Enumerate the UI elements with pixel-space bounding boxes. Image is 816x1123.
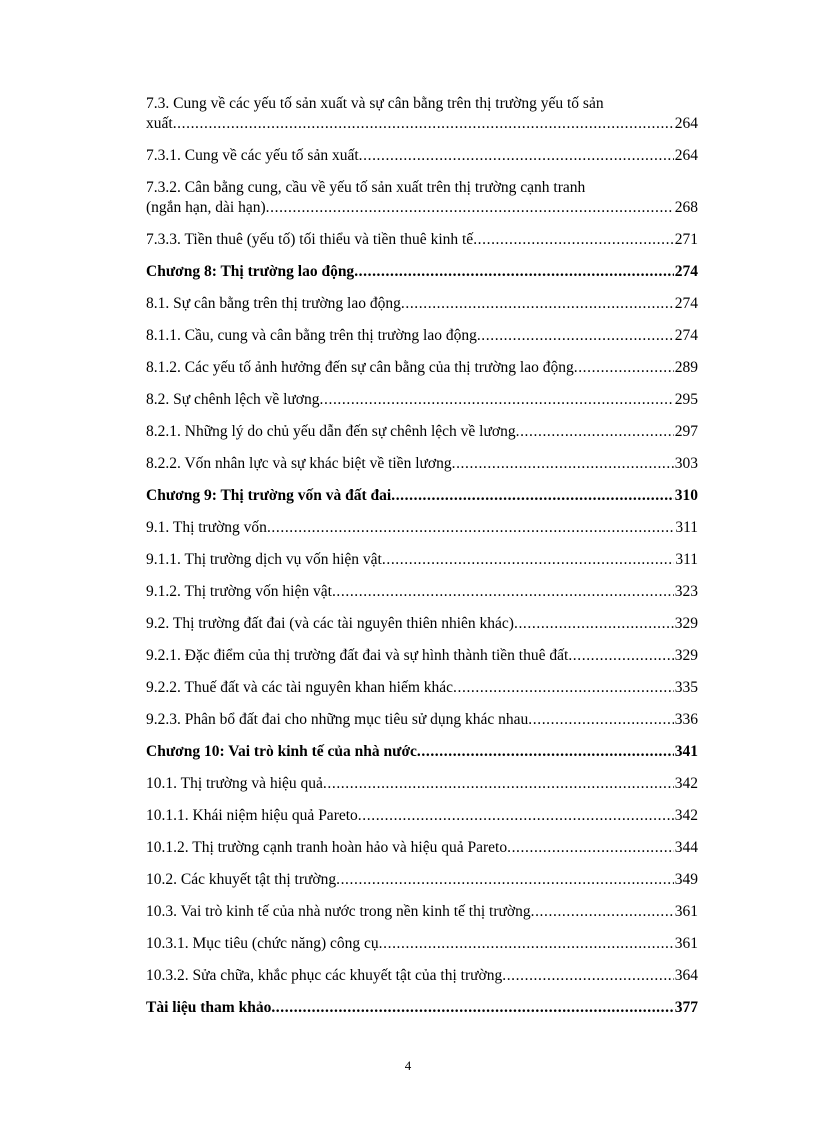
toc-page-number: 271 xyxy=(674,231,698,248)
toc-chapter-entry[interactable] xyxy=(146,998,698,1018)
toc-dot-leader xyxy=(516,422,674,442)
toc-entry-title: Chương 8: Thị trường lao động xyxy=(146,263,355,280)
toc-page-number: 274 xyxy=(674,295,698,312)
toc-entry[interactable] xyxy=(146,806,698,826)
toc-dot-leader xyxy=(574,358,674,378)
toc-entry-title-line1: 7.3. Cung về các yếu tố sản xuất và sự cân bằng trên thị trường yếu tố sản xyxy=(146,95,604,112)
toc-page-number: 297 xyxy=(674,423,698,440)
toc-page-number: 264 xyxy=(674,115,698,132)
toc-entry-title: 8.1. Sự cân bằng trên thị trường lao động xyxy=(146,295,401,312)
toc-page-number: 323 xyxy=(674,583,698,600)
toc-dot-leader xyxy=(502,966,674,986)
toc-page-number: 335 xyxy=(674,679,698,696)
toc-entry[interactable] xyxy=(146,358,698,378)
toc-entry-title: Chương 9: Thị trường vốn và đất đai xyxy=(146,487,392,504)
toc-entry[interactable] xyxy=(146,870,698,890)
toc-page-number: 264 xyxy=(674,147,698,164)
toc-entry-title: 8.1.1. Cầu, cung và cân bằng trên thị trường lao động xyxy=(146,327,477,344)
toc-chapter-entry[interactable] xyxy=(146,486,698,506)
toc-page-number: 377 xyxy=(674,999,698,1016)
toc-entry[interactable] xyxy=(146,230,698,250)
toc-dot-leader xyxy=(267,518,674,538)
toc-entry-title: Chương 10: Vai trò kinh tế của nhà nước xyxy=(146,743,417,760)
toc-dot-leader xyxy=(266,198,674,218)
toc-entry-title: 9.2.2. Thuế đất và các tài nguyên khan hiếm khác xyxy=(146,679,454,696)
toc-entry-title: 9.1.2. Thị trường vốn hiện vật xyxy=(146,583,332,600)
toc-entry[interactable] xyxy=(146,518,698,538)
toc-entry[interactable] xyxy=(146,934,698,954)
toc-entry-title: 8.2. Sự chênh lệch về lương xyxy=(146,391,320,408)
toc-dot-leader xyxy=(323,774,674,794)
toc-page-number: 336 xyxy=(674,711,698,728)
toc-entry-title: 9.1. Thị trường vốn xyxy=(146,519,267,536)
toc-entry[interactable] xyxy=(146,582,698,602)
toc-dot-leader xyxy=(173,114,674,134)
toc-entry-title: 7.3.1. Cung về các yếu tố sản xuất xyxy=(146,147,359,164)
toc-page-number: 361 xyxy=(674,903,698,920)
toc-dot-leader xyxy=(417,742,674,762)
toc-entry[interactable] xyxy=(146,838,698,858)
toc-dot-leader xyxy=(379,934,674,954)
toc-entry[interactable] xyxy=(146,966,698,986)
toc-dot-leader xyxy=(507,838,674,858)
toc-entry[interactable] xyxy=(146,774,698,794)
toc-entry-title: 9.2.1. Đặc điểm của thị trường đất đai và sự hình thành tiền thuê đất xyxy=(146,647,569,664)
toc-dot-leader xyxy=(477,326,674,346)
toc-entry-title-line1: 7.3.2. Cân bằng cung, cầu về yếu tố sản xuất trên thị trường cạnh tranh xyxy=(146,179,586,196)
toc-entry-title: 9.2.3. Phân bổ đất đai cho những mục tiêu sử dụng khác nhau xyxy=(146,711,529,728)
toc-page-number: 303 xyxy=(674,455,698,472)
toc-entry-title: 9.2. Thị trường đất đai (và các tài nguyên thiên nhiên khác) xyxy=(146,615,514,632)
toc-dot-leader xyxy=(452,454,674,474)
toc-entry-title: 10.3.2. Sửa chữa, khắc phục các khuyết tật của thị trường xyxy=(146,967,503,984)
toc-page-number: 342 xyxy=(674,775,698,792)
toc-page-number: 311 xyxy=(675,551,698,568)
toc-entry-title: xuất xyxy=(146,115,173,132)
toc-dot-leader xyxy=(359,146,674,166)
toc-dot-leader xyxy=(473,230,674,250)
toc-page-number: 268 xyxy=(674,199,698,216)
toc-page-number: 329 xyxy=(674,647,698,664)
toc-dot-leader xyxy=(531,902,674,922)
toc-entry[interactable] xyxy=(146,94,698,134)
toc-entry[interactable] xyxy=(146,422,698,442)
toc-dot-leader xyxy=(358,806,674,826)
toc-page-number: 342 xyxy=(674,807,698,824)
toc-chapter-entry[interactable] xyxy=(146,262,698,282)
toc-entry-title: 10.1.2. Thị trường cạnh tranh hoàn hảo và hiệu quả Pareto xyxy=(146,839,508,856)
toc-entry-title: 10.2. Các khuyết tật thị trường xyxy=(146,871,337,888)
toc-entry[interactable] xyxy=(146,646,698,666)
toc-entry[interactable] xyxy=(146,390,698,410)
toc-dot-leader xyxy=(271,998,673,1018)
toc-chapter-entry[interactable] xyxy=(146,742,698,762)
toc-entry[interactable] xyxy=(146,454,698,474)
toc-page-number: 329 xyxy=(674,615,698,632)
toc-entry[interactable] xyxy=(146,678,698,698)
toc-page-number: 349 xyxy=(674,871,698,888)
toc-dot-leader xyxy=(391,486,674,506)
toc-entry[interactable] xyxy=(146,326,698,346)
toc-entry-title: 7.3.3. Tiền thuê (yếu tố) tối thiểu và tiền thuê kinh tế xyxy=(146,231,474,248)
toc-entry-title: 10.1.1. Khái niệm hiệu quả Pareto xyxy=(146,807,358,824)
toc-page-number: 274 xyxy=(674,327,698,344)
toc-entry-title: 8.1.2. Các yếu tố ảnh hưởng đến sự cân bằng của thị trường lao động xyxy=(146,359,574,376)
toc-page-number: 344 xyxy=(674,839,698,856)
toc-dot-leader xyxy=(568,646,673,666)
toc-dot-leader xyxy=(514,614,674,634)
toc-dot-leader xyxy=(453,678,674,698)
toc-page-number: 274 xyxy=(674,263,698,280)
toc-page-number: 361 xyxy=(674,935,698,952)
toc-entry[interactable] xyxy=(146,550,698,570)
toc-entry[interactable] xyxy=(146,294,698,314)
toc-entry-title: 10.3. Vai trò kinh tế của nhà nước trong nền kinh tế thị trường xyxy=(146,903,531,920)
toc-entry-title: 9.1.1. Thị trường dịch vụ vốn hiện vật xyxy=(146,551,382,568)
toc-entry-title: 10.1. Thị trường và hiệu quả xyxy=(146,775,323,792)
toc-dot-leader xyxy=(528,710,673,730)
toc-page-number: 341 xyxy=(674,743,698,760)
toc-dot-leader xyxy=(320,390,674,410)
toc-page-number: 295 xyxy=(674,391,698,408)
toc-entry-title: (ngắn hạn, dài hạn) xyxy=(146,199,266,216)
toc-page-number: 289 xyxy=(674,359,698,376)
toc-entry[interactable] xyxy=(146,710,698,730)
toc-dot-leader xyxy=(336,870,674,890)
toc-page-number: 364 xyxy=(674,967,698,984)
toc-entry-title: 10.3.1. Mục tiêu (chức năng) công cụ xyxy=(146,935,379,952)
page-number: 4 xyxy=(404,1058,412,1073)
toc-entry-title: 8.2.1. Những lý do chủ yếu dẫn đến sự chênh lệch về lương xyxy=(146,423,516,440)
toc-entry-title: Tài liệu tham khảo xyxy=(146,999,272,1016)
toc-entry[interactable] xyxy=(146,902,698,922)
toc-dot-leader xyxy=(401,294,674,314)
toc-dot-leader xyxy=(354,262,674,282)
toc-dot-leader xyxy=(332,582,674,602)
toc-entry[interactable] xyxy=(146,178,698,218)
toc-page-number: 311 xyxy=(675,519,698,536)
toc-entry-title: 8.2.2. Vốn nhân lực và sự khác biệt về tiền lương xyxy=(146,455,452,472)
toc-entry[interactable] xyxy=(146,146,698,166)
table-of-contents xyxy=(146,94,698,1030)
toc-entry[interactable] xyxy=(146,614,698,634)
toc-dot-leader xyxy=(382,550,674,570)
toc-page-number: 310 xyxy=(674,487,698,504)
